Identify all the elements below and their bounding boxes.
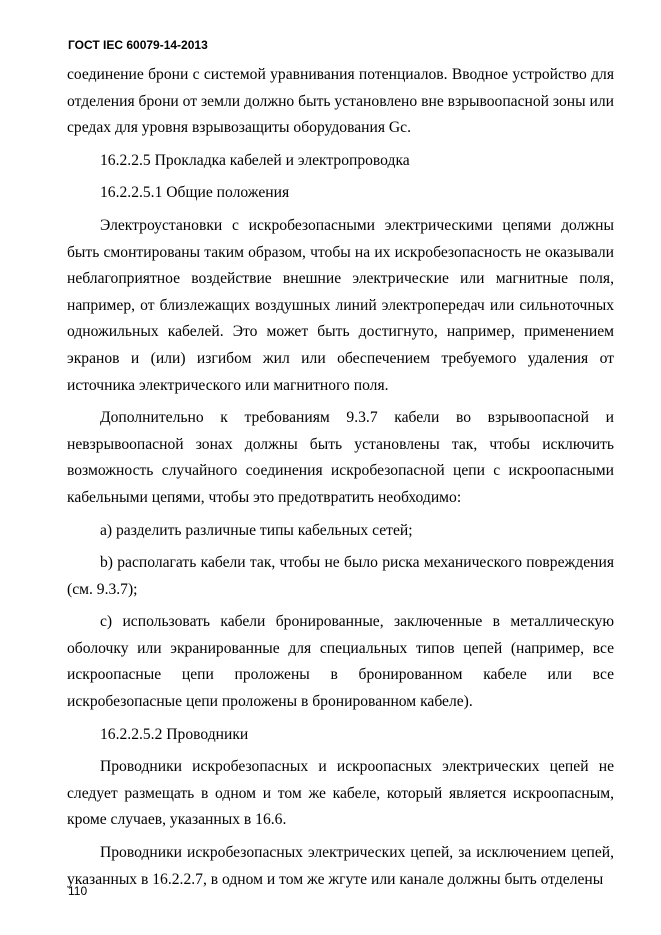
list-item-b: b) располагать кабели так, чтобы не было риска механического повреждения (см. 9.3.7); — [67, 554, 614, 598]
section-heading-16-2-2-5-1: 16.2.2.5.1 Общие положения — [100, 184, 290, 202]
paragraph: Электроустановки с искробезопасными электрическими цепями должны быть смонтированы таким образом, чтобы на их искробезопасность не оказывали неблагоприятное воздействие внешние электрические или магнитные поля, например, от близлежащих воздушных линий электропередач или сильноточных одножильных кабелей. Это может быть достигнуто, например, применением экранов и (или) изгибом жил или обеспечением требуемого удаления от источника электрического или магнитного поля. — [67, 216, 614, 394]
body-text — [67, 62, 614, 899]
running-header: ГОСТ IEC 60079-14-2013 — [68, 38, 208, 52]
paragraph: Дополнительно к требованиям 9.3.7 кабели во взрывоопасной и невзрывоопасной зонах должны быть установлены так, чтобы исключить возможность случайного соединения искробезопасной цепи с искроопасными кабельными цепями, чтобы это предотвратить необходимо: — [67, 409, 614, 506]
section-heading-16-2-2-5: 16.2.2.5 Прокладка кабелей и электропроводка — [100, 151, 410, 169]
list-item-c: c) использовать кабели бронированные, заключенные в металлическую оболочку или экранированные для специальных типов цепей (например, все искроопасные цепи проложены в бронированном кабеле или все искробезопасные цепи проложены в бронированном кабеле). — [67, 613, 614, 711]
list-item-a: a) разделить различные типы кабельных сетей; — [100, 521, 413, 539]
section-heading-16-2-2-5-2: 16.2.2.5.2 Проводники — [100, 725, 249, 743]
paragraph: Проводники искробезопасных электрических цепей, за исключением цепей, указанных в 16.2.2.7, в одном и том же жгуте или канале должны быть отделены — [67, 844, 614, 888]
page-number: 110 — [68, 884, 88, 898]
paragraph: Проводники искробезопасных и искроопасных электрических цепей не следует размещать в одном и том же кабеле, который является искроопасным, кроме случаев, указанных в 16.6. — [67, 758, 614, 829]
paragraph-continuation: соединение брони с системой уравнивания потенциалов. Вводное устройство для отделения брони от земли должно быть установлено вне взрывоопасной зоны или средах для уровня взрывозащиты оборудования Gc. — [67, 66, 614, 137]
